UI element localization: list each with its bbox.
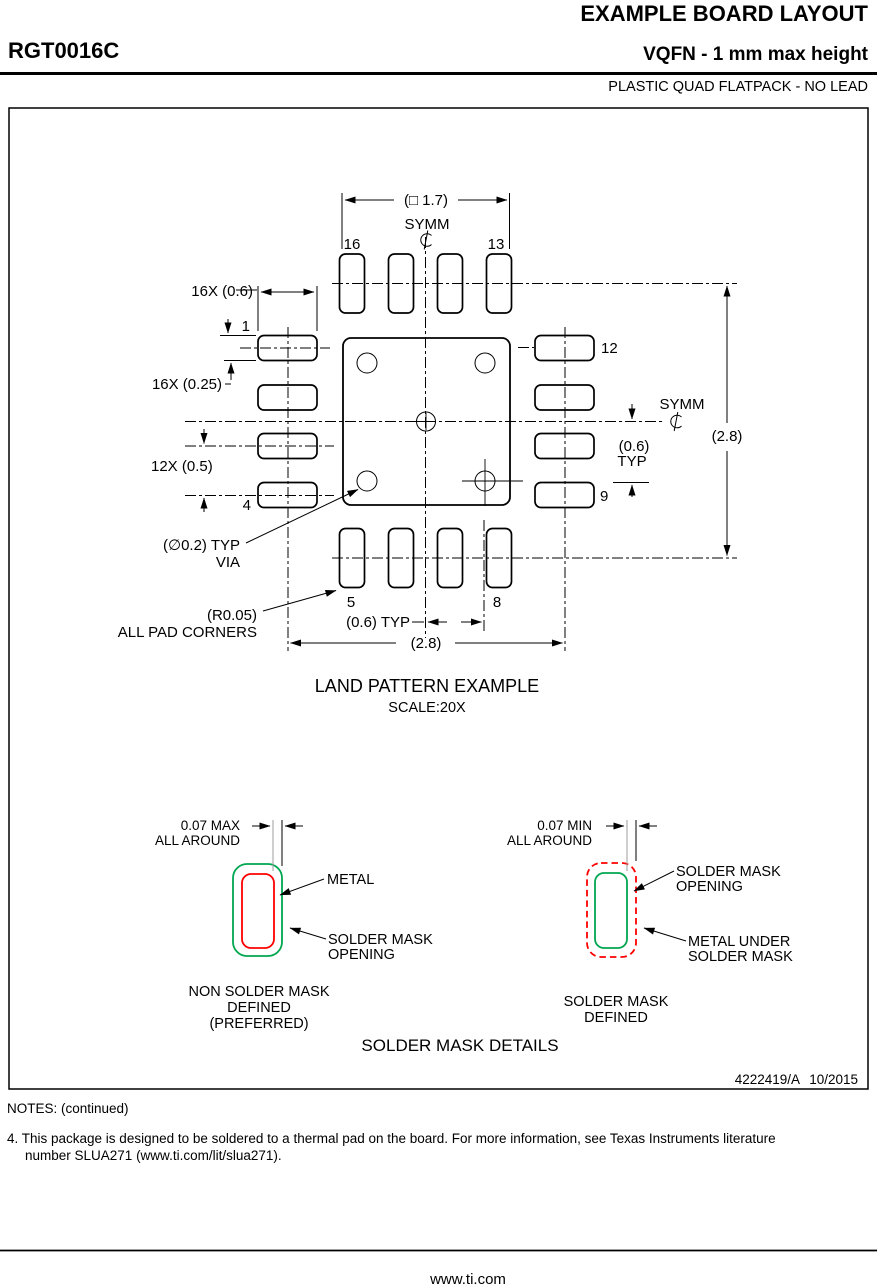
land-pattern-labels xyxy=(118,192,743,716)
solder-mask-detail-smd xyxy=(507,818,793,1026)
pin-9-label: 9 xyxy=(600,488,609,505)
header-rule xyxy=(0,72,877,75)
smd-opening-label-line2: OPENING xyxy=(676,879,743,895)
via-label: VIA xyxy=(215,554,240,571)
website-link: www.ti.com xyxy=(430,1271,506,1288)
metal-under-label-line1: METAL UNDER xyxy=(688,934,791,950)
smd-caption-line1: SOLDER MASK xyxy=(563,994,669,1010)
smd-caption-line2: DEFINED xyxy=(584,1010,648,1026)
land-pattern-caption: LAND PATTERN EXAMPLE xyxy=(314,676,540,696)
page-footer xyxy=(0,1251,877,1288)
dim-pad-width: 16X (0.25) xyxy=(151,376,222,393)
nsmd-dim-value: 0.07 MAX xyxy=(180,818,240,833)
corner-radius-note: ALL PAD CORNERS xyxy=(117,624,257,641)
notes-section xyxy=(7,1101,776,1163)
scale-label: SCALE:20X xyxy=(388,700,466,716)
page-header xyxy=(0,1,877,95)
notes-label: NOTES: (continued) xyxy=(7,1101,129,1116)
note-4-line1: 4. This package is designed to be soldered to a thermal pad on the board. For more information, see Texas Instruments literature xyxy=(7,1131,776,1146)
opening-label-line1: SOLDER MASK xyxy=(328,932,433,948)
dim-width-bottom: (2.8) xyxy=(410,635,442,652)
solder-mask-detail-nsmd xyxy=(155,818,433,1032)
opening-label-line2: OPENING xyxy=(328,947,395,963)
nsmd-caption-line1: NON SOLDER MASK xyxy=(188,984,330,1000)
dim-offset-right-typ: TYP xyxy=(617,453,647,470)
via-diameter-label: (∅0.2) TYP xyxy=(163,537,240,554)
metal-under-label-line2: SOLDER MASK xyxy=(688,949,793,965)
dim-height-right: (2.8) xyxy=(711,428,743,445)
nsmd-caption-line3: (PREFERRED) xyxy=(209,1016,309,1032)
note-4-line2: number SLUA271 (www.ti.com/lit/slua271). xyxy=(25,1148,282,1163)
dim-offset-right-value: (0.6) xyxy=(618,438,650,455)
doc-date: 10/2015 xyxy=(809,1072,858,1087)
dimension-lines xyxy=(204,193,727,643)
dim-pitch-bottom: (0.6) TYP xyxy=(346,614,410,631)
nsmd-caption-line2: DEFINED xyxy=(227,1000,291,1016)
package-subtitle: VQFN - 1 mm max height xyxy=(643,44,868,65)
pin-12-label: 12 xyxy=(601,340,618,357)
solder-mask-opening-shape xyxy=(595,873,627,948)
via xyxy=(475,353,495,373)
pin-5-label: 5 xyxy=(346,594,356,611)
corner-radius-label: (R0.05) xyxy=(206,607,257,624)
solder-mask-details-title: SOLDER MASK DETAILS xyxy=(361,1036,559,1055)
pin-8-label: 8 xyxy=(492,594,502,611)
centerline-symbol xyxy=(421,231,432,250)
dim-pad-length: 16X (0.6) xyxy=(191,283,253,300)
dim-top: (□ 1.7) xyxy=(403,192,449,209)
via xyxy=(357,353,377,373)
package-type: PLASTIC QUAD FLATPACK - NO LEAD xyxy=(608,79,868,95)
part-number: RGT0016C xyxy=(8,38,120,63)
metal-pad-shape xyxy=(242,874,274,948)
smd-opening-label-line1: SOLDER MASK xyxy=(676,864,781,880)
centerlines xyxy=(185,237,737,651)
centerline-symbol xyxy=(671,412,682,431)
dim-pitch: 12X (0.5) xyxy=(151,458,213,475)
pin-16-label: 16 xyxy=(343,236,361,253)
doc-number: 4222419/A xyxy=(734,1072,800,1087)
via xyxy=(357,471,377,491)
pin-13-label: 13 xyxy=(487,236,505,253)
symm-right-label: SYMM xyxy=(659,396,705,413)
pin-1-label: 1 xyxy=(241,318,250,335)
symm-top-label: SYMM xyxy=(404,216,450,233)
smd-dim-value: 0.07 MIN xyxy=(537,818,592,833)
smd-dim-note: ALL AROUND xyxy=(506,833,592,848)
pin-4-label: 4 xyxy=(242,497,251,514)
nsmd-dim-note: ALL AROUND xyxy=(154,833,240,848)
metal-label: METAL xyxy=(327,872,375,888)
page-title: EXAMPLE BOARD LAYOUT xyxy=(580,1,868,26)
